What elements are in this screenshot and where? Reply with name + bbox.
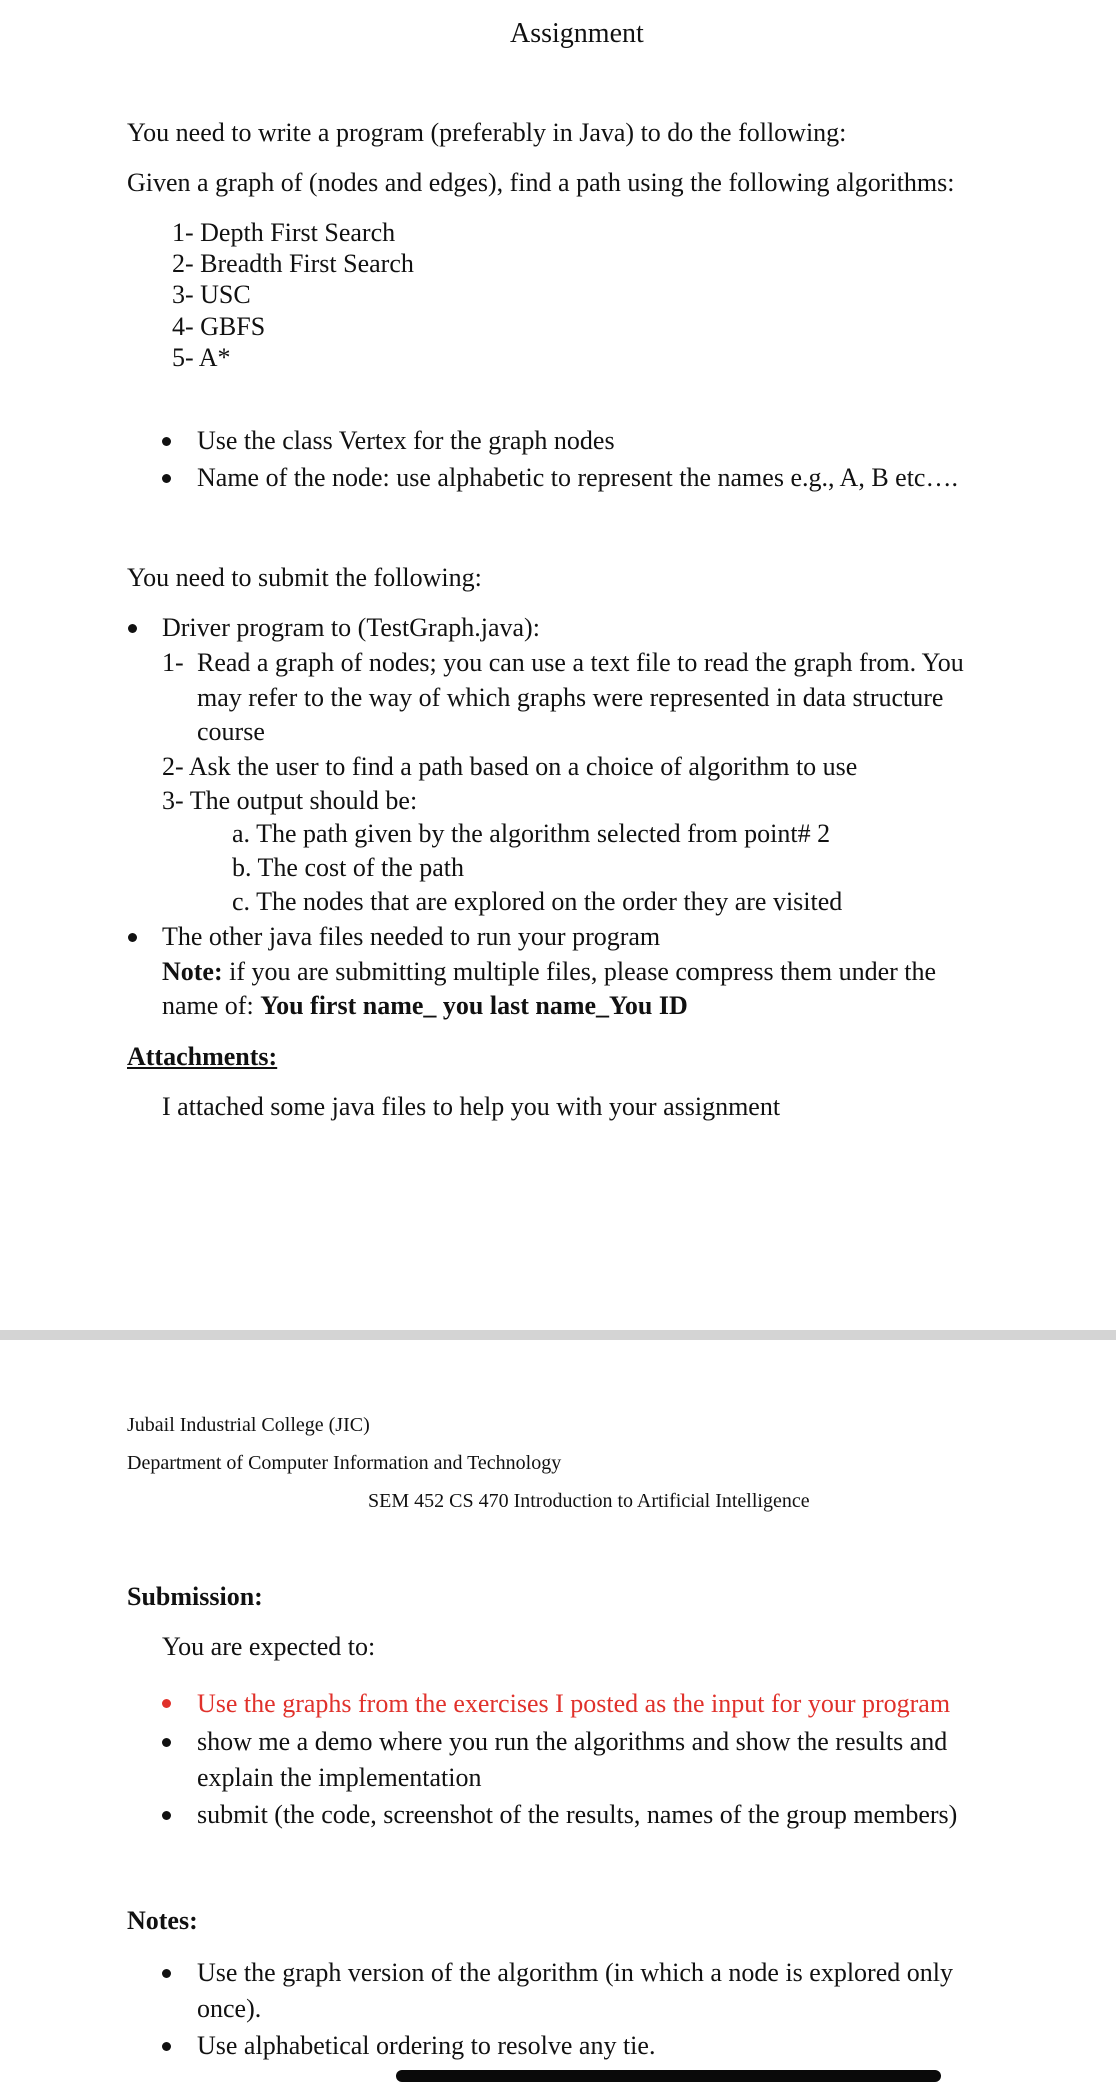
note-label: Note: [162,957,223,986]
submit-intro: You need to submit the following: [127,563,482,592]
notes-heading: Notes: [127,1906,198,1935]
note-line-1 [162,955,936,989]
algorithm-item-gbfs: 4- GBFS [172,312,266,341]
expected-item-demo-line-1: show me a demo where you run the algorithms and show the results and [197,1727,948,1756]
note-file-name-format: You first name_ you last name_You ID [260,991,688,1020]
note-item-graph-version-line-1: Use the graph version of the algorithm (in which a node is explored only [197,1958,953,1987]
algorithm-item-dfs: 1- Depth First Search [172,218,396,247]
note-name-prefix: name of: [162,991,261,1020]
bullet-icon [128,933,137,942]
note-item-alphabetical-tie: Use alphabetical ordering to resolve any tie. [197,2031,656,2060]
college-name: Jubail Industrial College (JIC) [127,1414,370,1436]
bullet-icon [162,1738,171,1747]
bullet-icon [162,1699,171,1708]
department-name: Department of Computer Information and Technology [127,1452,562,1474]
page-separator [0,1330,1116,1340]
step-1-line-3: course [197,717,265,746]
attachments-text: I attached some java files to help you with your assignment [162,1092,781,1121]
step-1-line-2: may refer to the way of which graphs were represented in data structure [197,683,944,712]
bullet-icon [162,2042,171,2051]
bullet-icon [162,474,171,483]
intro-line-1: You need to write a program (preferably in Java) to do the following: [127,118,847,147]
note-item-graph-version-line-2: once). [197,1994,262,2023]
bullet-icon [128,624,137,633]
step-3: 3- The output should be: [162,786,418,815]
algorithm-item-astar: 5- A* [172,343,231,372]
driver-program-bullet: Driver program to (TestGraph.java): [162,613,540,642]
bullet-icon [162,1811,171,1820]
output-item-cost: b. The cost of the path [232,853,465,882]
bullet-icon [162,437,171,446]
step-1-number: 1- [162,648,184,677]
output-item-explored: c. The nodes that are explored on the order they are visited [232,887,843,916]
algorithm-item-bfs: 2- Breadth First Search [172,249,414,278]
other-files-bullet: The other java files needed to run your program [162,922,661,951]
intro-line-2: Given a graph of (nodes and edges), find a path using the following algorithms: [127,168,955,197]
course-title: SEM 452 CS 470 Introduction to Artificial Intelligence [368,1490,810,1512]
step-1-line-1: Read a graph of nodes; you can use a text file to read the graph from. You [197,648,964,677]
algorithm-item-usc: 3- USC [172,280,251,309]
submission-heading: Submission: [127,1582,263,1611]
note-text: if you are submitting multiple files, please compress them under the [222,957,937,986]
step-2: 2- Ask the user to find a path based on a choice of algorithm to use [162,752,858,781]
expected-intro: You are expected to: [162,1632,376,1661]
attachments-heading: Attachments: [127,1042,278,1071]
expected-item-use-graphs: Use the graphs from the exercises I posted as the input for your program [197,1689,951,1718]
expected-item-submit: submit (the code, screenshot of the results, names of the group members) [197,1800,958,1829]
output-item-path: a. The path given by the algorithm selected from point# 2 [232,819,831,848]
expected-item-demo-line-2: explain the implementation [197,1763,482,1792]
note-line-2 [162,989,688,1023]
home-indicator[interactable] [396,2070,941,2082]
bullet-vertex-class: Use the class Vertex for the graph nodes [197,426,615,455]
bullet-node-names: Name of the node: use alphabetic to represent the names e.g., A, B etc…. [197,463,958,492]
bullet-icon [162,1969,171,1978]
page-title: Assignment [510,18,644,49]
